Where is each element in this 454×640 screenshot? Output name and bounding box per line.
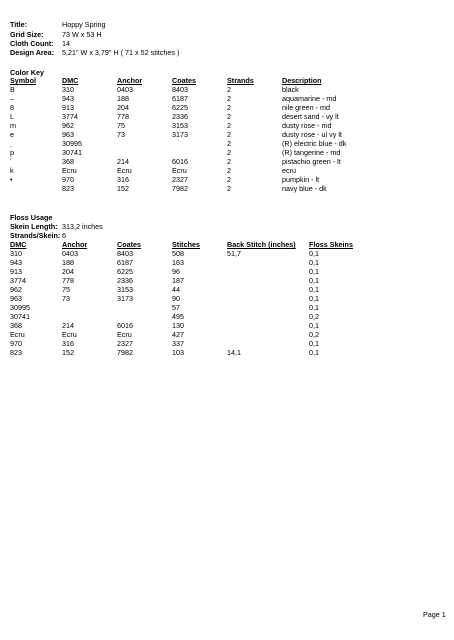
coates-cell: 6225 (117, 267, 133, 276)
symbol-cell: – (10, 94, 14, 103)
table-row (0, 175, 454, 184)
floss-skeins-cell: 0,2 (309, 312, 319, 321)
grid-size-value: 73 W x 53 H (62, 30, 102, 39)
strands-cell: 2 (227, 139, 231, 148)
table-row (0, 276, 454, 285)
stitches-cell: 57 (172, 303, 180, 312)
stitches-cell: 187 (172, 276, 184, 285)
description-cell: dusty rose - md (282, 121, 332, 130)
stitches-cell: 427 (172, 330, 184, 339)
symbol-cell: m (10, 121, 16, 130)
col-header-dmc: DMC (62, 76, 79, 85)
anchor-cell: 152 (62, 348, 74, 357)
coates-cell: 6225 (172, 103, 188, 112)
grid-size-label: Grid Size: (10, 30, 44, 39)
col-header-anchor: Anchor (117, 76, 143, 85)
table-row (0, 330, 454, 339)
anchor-cell: 0403 (117, 85, 133, 94)
coates-cell: 8403 (117, 249, 133, 258)
floss-col-header-stitches: Stitches (172, 240, 200, 249)
dmc-cell: 3774 (62, 112, 78, 121)
description-cell: navy blue - dk (282, 184, 327, 193)
design-area-label: Design Area: (10, 48, 55, 57)
strands-cell: 2 (227, 166, 231, 175)
table-row (0, 112, 454, 121)
strands-cell: 2 (227, 121, 231, 130)
coates-cell: 3173 (172, 130, 188, 139)
dmc-cell: 823 (62, 184, 74, 193)
anchor-cell: 778 (117, 112, 129, 121)
coates-cell: Ecru (172, 166, 187, 175)
floss-skeins-cell: 0,1 (309, 321, 319, 330)
description-cell: black (282, 85, 299, 94)
anchor-cell: 73 (62, 294, 70, 303)
strands-per-skein-label: Strands/Skein: (10, 231, 61, 240)
floss-usage-title: Floss Usage (10, 213, 53, 222)
dmc-cell: Ecru (62, 166, 77, 175)
floss-col-header-coates: Coates (117, 240, 141, 249)
stitches-cell: 96 (172, 267, 180, 276)
table-row (0, 267, 454, 276)
dmc-cell: 962 (62, 121, 74, 130)
table-row (0, 139, 454, 148)
dmc-cell: 963 (10, 294, 22, 303)
table-row (0, 249, 454, 258)
symbol-cell: • (10, 175, 13, 184)
back-stitch-cell: 51,7 (227, 249, 241, 258)
floss-skeins-cell: 0,1 (309, 249, 319, 258)
anchor-cell: 188 (62, 258, 74, 267)
coates-cell: 2327 (172, 175, 188, 184)
dmc-cell: 30741 (62, 148, 82, 157)
color-key-title: Color Key (10, 68, 44, 77)
symbol-cell: ʽ (10, 157, 12, 166)
skein-length-value: 313,2 inches (62, 222, 103, 231)
symbol-cell: k (10, 166, 14, 175)
dmc-cell: 368 (10, 321, 22, 330)
strands-cell: 2 (227, 103, 231, 112)
table-row (0, 121, 454, 130)
stitches-cell: 495 (172, 312, 184, 321)
design-area-value: 5,21" W x 3,79" H ( 71 x 52 stitches ) (62, 48, 180, 57)
table-row (0, 166, 454, 175)
table-row (0, 348, 454, 357)
floss-col-header-back-stitch: Back Stitch (inches) (227, 240, 296, 249)
dmc-cell: 943 (62, 94, 74, 103)
coates-cell: 6016 (117, 321, 133, 330)
anchor-cell: 188 (117, 94, 129, 103)
description-cell: pistachio green - lt (282, 157, 341, 166)
color-key-header-row (0, 76, 454, 85)
anchor-cell: 214 (117, 157, 129, 166)
table-row (0, 285, 454, 294)
title-label: Title: (10, 20, 28, 29)
strands-cell: 2 (227, 184, 231, 193)
stitches-cell: 508 (172, 249, 184, 258)
description-cell: nile green - md (282, 103, 330, 112)
description-cell: pumpkin - lt (282, 175, 320, 184)
stitches-cell: 163 (172, 258, 184, 267)
floss-skeins-cell: 0,1 (309, 276, 319, 285)
coates-cell: 7982 (117, 348, 133, 357)
floss-skeins-cell: 0,1 (309, 303, 319, 312)
dmc-cell: 30741 (10, 312, 30, 321)
floss-skeins-cell: 0,1 (309, 258, 319, 267)
anchor-cell: 204 (62, 267, 74, 276)
symbol-cell: 8 (10, 103, 14, 112)
symbol-cell: e (10, 130, 14, 139)
table-row (0, 184, 454, 193)
anchor-cell: 214 (62, 321, 74, 330)
coates-cell: 7982 (172, 184, 188, 193)
col-header-symbol: Symbol (10, 76, 36, 85)
coates-cell: 6187 (172, 94, 188, 103)
description-cell: aquamarine - md (282, 94, 337, 103)
dmc-cell: 970 (62, 175, 74, 184)
coates-cell: 8403 (172, 85, 188, 94)
table-row (0, 312, 454, 321)
dmc-cell: 3774 (10, 276, 26, 285)
description-cell: (R) tangerine - md (282, 148, 341, 157)
dmc-cell: 962 (10, 285, 22, 294)
dmc-cell: 913 (10, 267, 22, 276)
anchor-cell: 75 (117, 121, 125, 130)
symbol-cell: B (10, 85, 15, 94)
strands-cell: 2 (227, 130, 231, 139)
description-cell: ecru (282, 166, 296, 175)
dmc-cell: Ecru (10, 330, 25, 339)
strands-cell: 2 (227, 85, 231, 94)
dmc-cell: 30995 (62, 139, 82, 148)
strands-cell: 2 (227, 148, 231, 157)
table-row (0, 339, 454, 348)
description-cell: dusty rose - ul vy lt (282, 130, 342, 139)
coates-cell: 2336 (172, 112, 188, 121)
coates-cell: 3173 (117, 294, 133, 303)
skein-length-label: Skein Length: (10, 222, 58, 231)
floss-col-header-dmc: DMC (10, 240, 27, 249)
symbol-cell: p (10, 148, 14, 157)
table-row (0, 103, 454, 112)
dmc-cell: 310 (10, 249, 22, 258)
coates-cell: 6187 (117, 258, 133, 267)
coates-cell: 2327 (117, 339, 133, 348)
stitches-cell: 337 (172, 339, 184, 348)
floss-skeins-cell: 0,1 (309, 348, 319, 357)
coates-cell: 2336 (117, 276, 133, 285)
floss-skeins-cell: 0,1 (309, 267, 319, 276)
floss-col-header-floss-skeins: Floss Skeins (309, 240, 353, 249)
table-row (0, 303, 454, 312)
table-row (0, 148, 454, 157)
table-row (0, 294, 454, 303)
coates-cell: Ecru (117, 330, 132, 339)
coates-cell: 6016 (172, 157, 188, 166)
table-row (0, 130, 454, 139)
table-row (0, 94, 454, 103)
strands-cell: 2 (227, 112, 231, 121)
anchor-cell: 0403 (62, 249, 78, 258)
cloth-count-value: 14 (62, 39, 70, 48)
stitches-cell: 130 (172, 321, 184, 330)
anchor-cell: 316 (62, 339, 74, 348)
floss-header-row (0, 240, 454, 249)
dmc-cell: 310 (62, 85, 74, 94)
back-stitch-cell: 14,1 (227, 348, 241, 357)
cloth-count-label: Cloth Count: (10, 39, 54, 48)
stitches-cell: 103 (172, 348, 184, 357)
dmc-cell: 963 (62, 130, 74, 139)
floss-skeins-cell: 0,2 (309, 330, 319, 339)
anchor-cell: 152 (117, 184, 129, 193)
anchor-cell: 778 (62, 276, 74, 285)
dmc-cell: 368 (62, 157, 74, 166)
strands-cell: 2 (227, 94, 231, 103)
dmc-cell: 30995 (10, 303, 30, 312)
dmc-cell: 913 (62, 103, 74, 112)
floss-skeins-cell: 0,1 (309, 285, 319, 294)
anchor-cell: 204 (117, 103, 129, 112)
dmc-cell: 823 (10, 348, 22, 357)
strands-cell: 2 (227, 157, 231, 166)
floss-skeins-cell: 0,1 (309, 339, 319, 348)
table-row (0, 85, 454, 94)
strands-cell: 2 (227, 175, 231, 184)
table-row (0, 258, 454, 267)
page-number: Page 1 (423, 610, 446, 619)
stitches-cell: 44 (172, 285, 180, 294)
dmc-cell: 943 (10, 258, 22, 267)
col-header-description: Description (282, 76, 322, 85)
anchor-cell: Ecru (117, 166, 132, 175)
title-value: Hoppy Spring (62, 20, 106, 29)
floss-col-header-anchor: Anchor (62, 240, 88, 249)
dmc-cell: 970 (10, 339, 22, 348)
table-row (0, 157, 454, 166)
strands-per-skein-value: 6 (62, 231, 66, 240)
floss-skeins-cell: 0,1 (309, 294, 319, 303)
table-row (0, 321, 454, 330)
description-cell: (R) electric blue - dk (282, 139, 347, 148)
anchor-cell: Ecru (62, 330, 77, 339)
coates-cell: 3153 (117, 285, 133, 294)
col-header-strands: Strands (227, 76, 254, 85)
anchor-cell: 316 (117, 175, 129, 184)
coates-cell: 3153 (172, 121, 188, 130)
col-header-coates: Coates (172, 76, 196, 85)
description-cell: desert sand - vy lt (282, 112, 339, 121)
anchor-cell: 75 (62, 285, 70, 294)
anchor-cell: 73 (117, 130, 125, 139)
symbol-cell: L (10, 112, 14, 121)
stitches-cell: 90 (172, 294, 180, 303)
symbol-cell: ˎ (10, 139, 13, 148)
